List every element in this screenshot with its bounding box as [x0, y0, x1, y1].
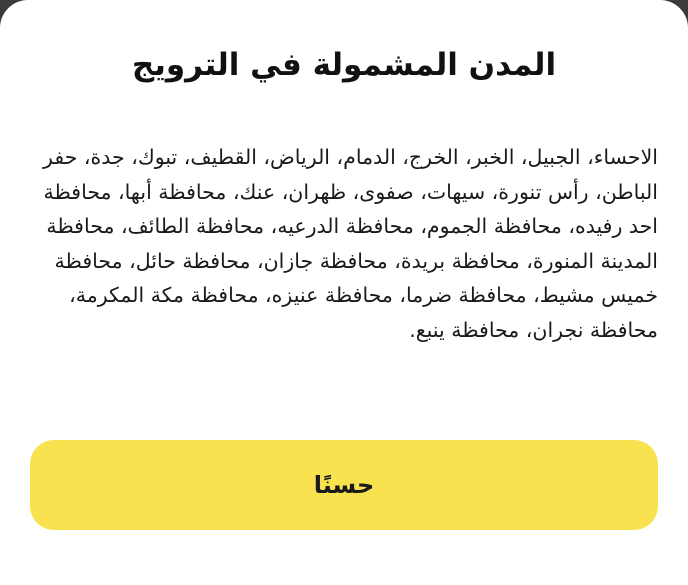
dialog-title: المدن المشمولة في الترويج	[131, 47, 557, 83]
cities-list-text: الاحساء، الجبيل، الخبر، الخرج، الدمام، الرياض، القطيف، تبوك، جدة، حفر الباطن، رأس تنورة، سيهات، صفوى، ظهران، عنك، محافظة أبها، محافظة احد رفيده، محافظة الجموم، محافظة الدرعيه، محافظة الطائف، محافظة المدينة المنورة، محافظة بريدة، محافظة جازان، محافظة حائل، محافظة خميس مشيط، محافظة ضرما، محافظة عنيزه، محافظة مكة المكرمة، محافظة نجران، محافظة ينبع.	[43, 145, 658, 342]
ok-button[interactable]: حسنًا	[30, 440, 658, 530]
